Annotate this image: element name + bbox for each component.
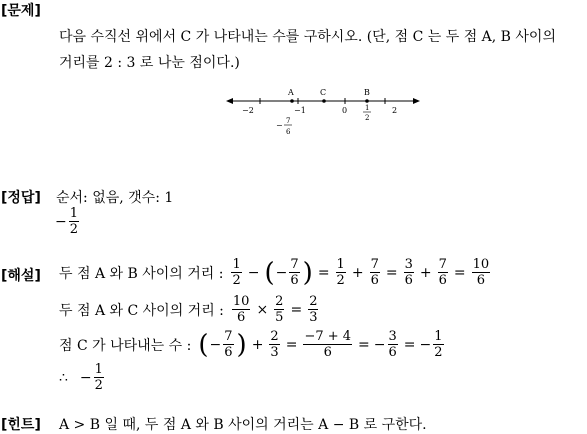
tick-label-0: 0 — [342, 106, 348, 115]
explanation-conclusion: ∴ − $\frac{1}{2}$ — [59, 362, 103, 393]
problem-label: [문제] — [1, 3, 41, 19]
point-b-dot — [365, 99, 369, 103]
explanation-line2: 두 점 A 와 C 사이의 거리 : $\frac{10}{6}$ × $\frac{2}{5}$ = $\frac{2}{3}$ — [59, 294, 318, 325]
explanation-label: [해설] — [1, 268, 41, 284]
point-a-label: A — [288, 88, 294, 97]
answer-label: [정답] — [1, 190, 41, 206]
problem-text-line1: 다음 수직선 위에서 C 가 나타내는 수를 구하시오. (단, 점 C 는 두 점 A, B 사이의 — [59, 29, 556, 45]
tick-label-minus1: −1 — [294, 106, 306, 115]
tick-label-2: 2 — [392, 106, 398, 115]
answer-text: 순서: 없음, 갯수: 1 — [56, 190, 174, 206]
a-value-den: 6 — [286, 128, 291, 136]
explanation-line1: 두 점 A 와 B 사이의 거리 : $\frac{1}{2}$ − ( − $\frac{7}{6}$ ) = $\frac{1}{2}$ + $\frac{7}{6}$ = $\frac{3}{6}$ + $\frac{7}{6}$ = $\frac{10}{6}$ — [59, 257, 490, 288]
problem-text-line2: 거리를 2 : 3 로 나눈 점이다.) — [59, 55, 240, 71]
point-b-label: B — [364, 88, 370, 97]
b-value-den: 2 — [365, 114, 370, 122]
arrow-right-icon — [413, 98, 420, 104]
point-c-label: C — [320, 88, 327, 97]
a-value-sign: − — [276, 121, 283, 130]
point-a-dot — [290, 99, 294, 103]
b-value-num: 1 — [365, 104, 370, 112]
arrow-left-icon — [226, 98, 233, 104]
number-line-figure — [226, 85, 426, 141]
a-value-num: 7 — [286, 117, 291, 125]
point-c-dot — [322, 99, 326, 103]
answer-value: − $\frac{1}{2}$ — [55, 206, 79, 237]
tick-label-minus2: −2 — [242, 106, 254, 115]
answer-fraction: $\frac{1}{2}$ — [69, 206, 79, 237]
hint-text: A > B 일 때, 두 점 A 와 B 사이의 거리는 A − B 로 구한다. — [59, 417, 427, 433]
hint-label: [힌트] — [1, 417, 41, 433]
explanation-line3: 점 C 가 나타내는 수 : ( − $\frac{7}{6}$ ) + $\frac{2}{3}$ = $\frac{-7 + 4}{6}$ = − $\frac{3}{6}$ = − $\frac{1}{2}$ — [59, 329, 443, 360]
